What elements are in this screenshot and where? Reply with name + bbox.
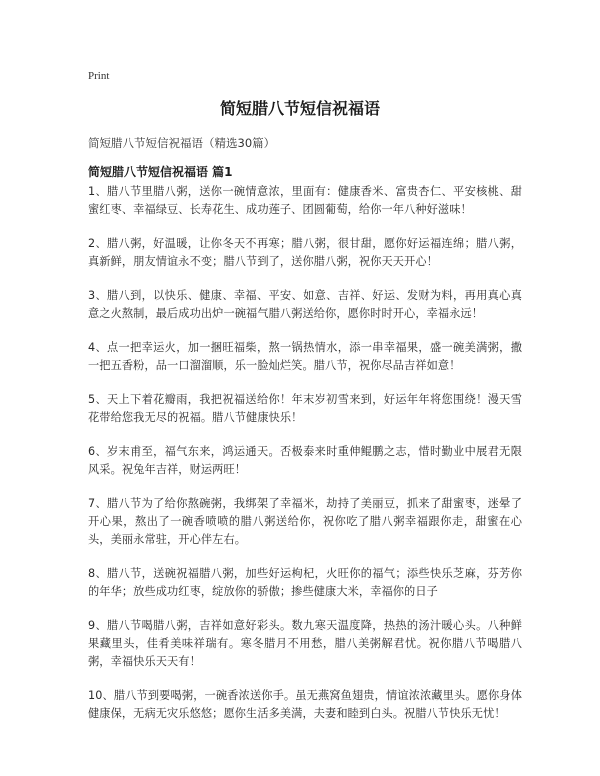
paragraph-2: 2、腊八粥，好温暖，让你冬天不再寒；腊八粥，很甘甜，愿你好运福连绵；腊八粥，真新鲜，朋友情谊永不变；腊八节到了，送你腊八粥，祝你天天开心！ bbox=[88, 237, 522, 268]
paragraph-9: 9、腊八节喝腊八粥，吉祥如意好彩头。数九寒天温度降，热热的汤汁暖心头。八种鲜果藏里头，佳肴美味祥瑞有。寒冬腊月不用愁，腊八美粥解君忧。祝你腊八节喝腊八粥，幸福快乐天天有！ bbox=[88, 619, 522, 668]
paragraph-7: 7、腊八节为了给你熬碗粥，我绑架了幸福米，劫持了美丽豆，抓来了甜蜜枣，迷晕了开心果，熬出了一碗香喷喷的腊八粥送给你，祝你吃了腊八粥幸福跟你走，甜蜜在心头，美丽永常驻，开心伴左右。 bbox=[88, 497, 522, 546]
paragraph-3: 3、腊八到，以快乐、健康、幸福、平安、如意、吉祥、好运、发财为料，再用真心真意之火熬制，最后成功出炉一碗福气腊八粥送给你，愿你时时开心，幸福永远！ bbox=[88, 289, 522, 320]
section-heading: 简短腊八节短信祝福语 篇1 bbox=[88, 165, 233, 179]
document-subtitle: 简短腊八节短信祝福语（精选30篇） bbox=[88, 136, 276, 150]
print-link[interactable]: Print bbox=[88, 70, 110, 82]
paragraph-1: 1、腊八节里腊八粥，送你一碗情意浓，里面有：健康香米、富贵杏仁、平安核桃、甜蜜红枣、幸福绿豆、长寿花生、成功莲子、团圆葡萄，给你一年八种好滋味！ bbox=[88, 185, 522, 216]
page-title: 简短腊八节短信祝福语 bbox=[219, 99, 380, 118]
paragraph-6: 6、岁末甫至，福气东来，鸿运通天。否极泰来时重伸鲲鹏之志，惜时勤业中展君无限风采。祝兔年吉祥，财运两旺！ bbox=[88, 445, 522, 476]
paragraph-8: 8、腊八节，送碗祝福腊八粥，加些好运枸杞，火旺你的福气；添些快乐芝麻，芬芳你的年华；放些成功红枣，绽放你的骄傲；掺些健康大米，幸福你的日子 bbox=[88, 567, 522, 598]
paragraph-4: 4、点一把幸运火，加一捆旺福柴，熬一锅热情水，添一串幸福果，盛一碗美满粥，撒一把五香粉，品一口溜溜顺，乐一脸灿烂笑。腊八节，祝你尽品吉祥如意！ bbox=[88, 341, 522, 372]
paragraph-10: 10、腊八节到要喝粥，一碗香浓送你手。虽无燕窝鱼翅贵，情谊浓浓藏里头。愿你身体健康保，无病无灾乐悠悠；愿你生活多美满，夫妻和睦到白头。祝腊八节快乐无忧！ bbox=[88, 689, 522, 720]
paragraph-5: 5、天上下着花瓣雨，我把祝福送给你！年末岁初雪来到，好运年年将您围绕！漫天雪花带给您我无尽的祝福。腊八节健康快乐！ bbox=[88, 393, 522, 424]
article-body bbox=[88, 183, 522, 739]
